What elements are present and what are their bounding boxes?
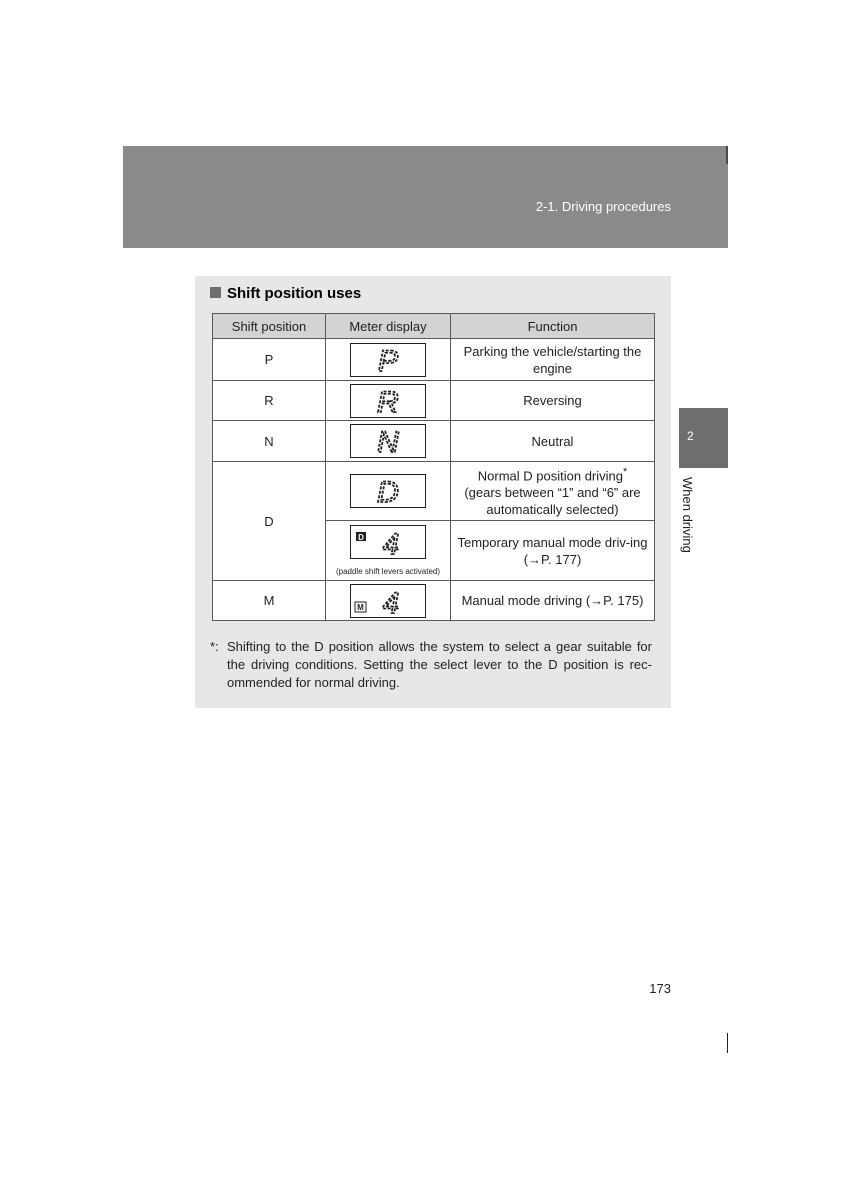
column-header: Function xyxy=(451,314,655,339)
shift-position-cell: N xyxy=(213,421,326,462)
display-note: (paddle shift levers activated) xyxy=(335,567,441,576)
footnote-marker: * xyxy=(623,465,628,478)
lcd-glyph: 4 xyxy=(382,586,400,617)
meter-display-p-icon xyxy=(350,343,426,377)
shift-position-cell: M xyxy=(213,581,326,621)
footnote xyxy=(210,638,652,692)
square-bullet-icon xyxy=(210,287,221,298)
meter-display-n-icon xyxy=(350,424,426,458)
table-row xyxy=(213,581,655,621)
function-cell: Temporary manual mode driv-ing (→P. 177) xyxy=(451,521,655,581)
badge-letter: M xyxy=(357,602,364,612)
function-text: Normal D position driving xyxy=(477,468,623,484)
meter-display-d-icon xyxy=(350,474,426,508)
footnote-mark: *: xyxy=(210,639,219,654)
meter-display-cell xyxy=(326,421,451,462)
meter-display-cell xyxy=(326,521,451,581)
meter-display-d4-icon xyxy=(350,525,426,559)
column-header: Meter display xyxy=(326,314,451,339)
shift-position-panel xyxy=(195,276,671,708)
lcd-glyph: D xyxy=(377,476,399,507)
lcd-glyph: 4 xyxy=(382,528,400,558)
function-cell: Parking the vehicle/starting the engine xyxy=(451,339,655,381)
shift-position-cell: D xyxy=(213,462,326,581)
function-cell xyxy=(451,462,655,521)
header-crop-mark xyxy=(726,146,728,164)
function-detail: (gears between “1” and “6” are automatically selected) xyxy=(464,485,641,518)
page-number: 173 xyxy=(649,981,671,996)
function-cell: Reversing xyxy=(451,381,655,421)
chapter-label: When driving xyxy=(680,477,695,553)
section-title: 2-1. Driving procedures xyxy=(535,199,671,214)
table-row xyxy=(213,462,655,521)
shift-position-cell: P xyxy=(213,339,326,381)
chapter-tab[interactable] xyxy=(679,408,728,468)
meter-display-cell xyxy=(326,462,451,521)
panel-heading-text: Shift position uses xyxy=(227,285,362,302)
header-band xyxy=(123,146,728,248)
table-header-row xyxy=(213,314,655,339)
table-row xyxy=(213,339,655,381)
footnote-text: Shifting to the D position allows the system to select a gear suitable for the driving conditions. Setting the select lever to the D position is rec-ommended for normal driving. xyxy=(227,639,652,690)
meter-display-cell xyxy=(326,339,451,381)
chapter-number: 2 xyxy=(687,429,694,443)
meter-display-cell xyxy=(326,581,451,621)
lcd-glyph: R xyxy=(377,385,399,417)
table-row xyxy=(213,381,655,421)
lcd-glyph: N xyxy=(377,426,399,457)
lcd-glyph: P xyxy=(377,344,399,376)
meter-display-m4-icon xyxy=(350,584,426,618)
column-header: Shift position xyxy=(213,314,326,339)
badge-letter: D xyxy=(358,533,364,542)
shift-position-cell: R xyxy=(213,381,326,421)
table-row xyxy=(213,421,655,462)
meter-display-cell xyxy=(326,381,451,421)
function-cell: Neutral xyxy=(451,421,655,462)
page-edge-mark xyxy=(727,1033,728,1053)
panel-heading xyxy=(210,285,361,302)
function-cell: Manual mode driving (→P. 175) xyxy=(451,581,655,621)
meter-display-r-icon xyxy=(350,384,426,418)
shift-position-table xyxy=(212,313,655,621)
